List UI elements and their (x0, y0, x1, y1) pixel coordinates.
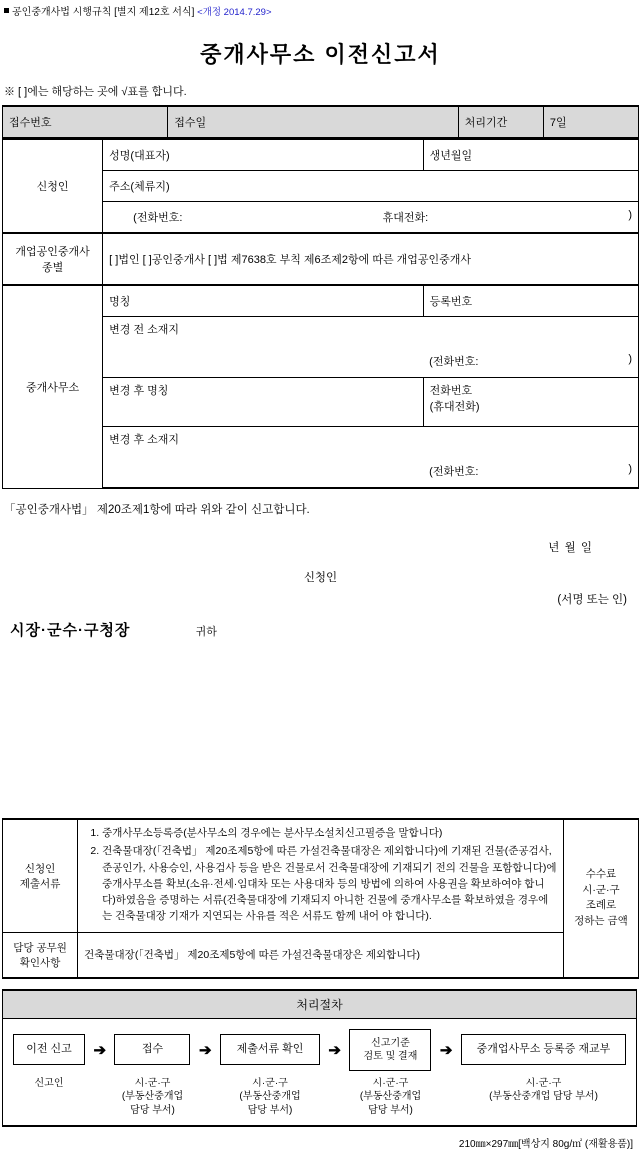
office-after-address-label: 변경 후 소재지 (109, 434, 180, 446)
list-item: 1. 중개사무소등록증(분사무소의 경우에는 분사무소설치신고필증을 말합니다) (102, 825, 557, 841)
attachments-section (0, 818, 641, 979)
process-period-value: 7일 (543, 106, 638, 138)
process-step-3-box: 제출서류 확인 (220, 1034, 320, 1064)
applicant-docs-label-line1: 신청인 (24, 862, 56, 875)
business-type-label-line2: 종별 (41, 262, 64, 274)
office-table (2, 285, 639, 489)
office-before-phone-close: ) (628, 353, 632, 365)
applicant-phone-label: (전화번호: (133, 212, 183, 224)
fee-cell (563, 819, 638, 978)
officer-check-label (3, 932, 78, 978)
process-label-5: 시·군·구 (부동산중개업 담당 부서) (489, 1077, 598, 1103)
process-label-1: 신고인 (34, 1077, 64, 1089)
office-reg-no-field[interactable]: 등록번호 (423, 286, 638, 317)
table-row (3, 819, 639, 932)
applicant-phone-close: ) (628, 209, 632, 221)
office-before-address-label: 변경 전 소재지 (109, 324, 180, 336)
receipt-date-label: 접수일 (168, 106, 458, 138)
table-row (3, 932, 639, 978)
addressee-title: 시장·군수·구청장 (10, 622, 131, 639)
bullet-square-icon (4, 8, 9, 13)
office-before-phone-label: (전화번호: (429, 356, 479, 368)
declaration-statement: 「공인중개사법」 제20조제1항에 따라 위와 같이 신고합니다. (4, 504, 310, 516)
receipt-table (2, 105, 639, 139)
arrow-right-icon: ➔ (93, 1041, 107, 1059)
office-after-phone-close: ) (628, 463, 632, 475)
process-step-2-box: 접수 (114, 1034, 190, 1064)
signature-note: (서명 또는 인) (557, 594, 627, 606)
process-step-4-line1: 신고기준 (371, 1037, 410, 1049)
attachments-table (2, 818, 639, 979)
officer-check-text: 건축물대장(「건축법」 제20조제5항에 따른 가설건축물대장은 제외합니다) (78, 932, 564, 978)
table-row (3, 140, 639, 171)
revision-note: <개정 2014.7.29> (197, 7, 272, 18)
applicant-signature-label: 신청인 (303, 572, 338, 584)
business-type-table (2, 233, 639, 285)
fee-label: 수수료 (585, 867, 617, 880)
business-type-options[interactable]: [ ]법인 [ ]공인중개사 [ ]법 제7638호 부칙 제6조제2항에 따른 개업공인중개사 (103, 234, 639, 285)
applicant-phone-row[interactable] (103, 202, 639, 233)
process-step-4-line2: 검토 및 결재 (363, 1050, 418, 1062)
arrow-right-icon: ➔ (439, 1041, 453, 1059)
fee-text-line1: 시·군·구 (582, 883, 620, 896)
business-type-label-line1: 개업공인중개사 (15, 246, 90, 258)
process-steps-row (7, 1029, 632, 1071)
office-after-phone-label: 전화번호 (429, 385, 473, 397)
officer-check-label-line2: 확인사항 (19, 956, 61, 969)
process-step-4-box (349, 1029, 431, 1071)
office-name-field[interactable]: 명칭 (103, 286, 424, 317)
date-line: 년 월 일 (548, 542, 593, 554)
process-flow (2, 1019, 637, 1128)
addressee-honorific: 귀하 (195, 626, 217, 638)
office-after-address-field[interactable] (103, 427, 639, 489)
applicant-table (2, 139, 639, 233)
table-row (3, 286, 639, 317)
table-row (3, 106, 639, 138)
process-title: 처리절차 (2, 989, 637, 1019)
office-after-mobile-label: (휴대전화) (429, 401, 480, 413)
applicant-birth-field[interactable]: 생년월일 (423, 140, 638, 171)
arrow-right-icon: ➔ (198, 1041, 212, 1059)
office-row-label: 중개사무소 (3, 286, 103, 489)
applicant-docs-label (3, 819, 78, 932)
business-type-label (3, 234, 103, 285)
arrow-right-icon: ➔ (328, 1041, 341, 1059)
process-step-1-box: 이전 신고 (13, 1034, 85, 1064)
paper-spec-footer: 210㎜×297㎜[백상지 80g/㎡ (재활용품)] (458, 1139, 633, 1150)
page-title: 중개사무소 이전신고서 (200, 42, 441, 67)
check-instruction: ※ [ ]에는 해당하는 곳에 √표를 합니다. (4, 86, 187, 98)
applicant-docs-label-line2: 제출서류 (19, 877, 61, 890)
process-labels-row (7, 1071, 632, 1118)
process-step-5-box: 중개업사무소 등록증 재교부 (461, 1034, 626, 1064)
fee-text-line2: 조례로 (585, 899, 617, 912)
applicant-name-field[interactable]: 성명(대표자) (103, 140, 424, 171)
list-item: 2. 건축물대장(「건축법」 제20조제5항에 따른 가설건축물대장은 제외합니다)에 기재된 건물(준공검사, 준공인가, 사용승인, 사용검사 등을 받은 건물로서 건축물대장에 기재되기 전의 건물을 포함합니다)에 중개사무소를 확보(소유·전세·임대차 또는 사용대차 등의 방법에 의하여 사용권을 확보하여야 합니다)하였음을 증명하는 서류(건축물대장에 기재되지 아니한 건물에 중개사무소를 확보하였을 경우에는 건축물대장 기재가 지연되는 사유를 적은 서류도 함께 내어 야 합니다). (102, 843, 557, 924)
office-after-phone-paren: (전화번호: (429, 466, 479, 478)
process-label-3: 시·군·구 (부동산중개업 담당 부서) (239, 1077, 301, 1116)
law-note: 공인중개사법 시행규칙 [별지 제12호 서식] (12, 7, 195, 18)
process-label-4: 시·군·구 (부동산중개업 담당 부서) (359, 1077, 422, 1116)
office-after-phone-field[interactable] (423, 378, 638, 427)
fee-text-line3: 정하는 금액 (574, 915, 628, 928)
applicant-mobile-label: 휴대전화: (382, 212, 429, 224)
office-before-address-field[interactable] (103, 317, 639, 378)
form-header (0, 0, 641, 20)
office-after-name-field[interactable]: 변경 후 명칭 (103, 378, 424, 427)
process-label-2: 시·군·구 (부동산중개업 담당 부서) (121, 1077, 184, 1116)
applicant-docs-list (78, 819, 564, 932)
process-period-label: 처리기간 (458, 106, 543, 138)
table-row (3, 234, 639, 285)
receipt-no-label: 접수번호 (3, 106, 168, 138)
officer-check-label-line1: 담당 공무원 (13, 941, 67, 954)
addressee-line (0, 619, 641, 640)
applicant-row-label: 신청인 (3, 140, 103, 233)
applicant-address-field[interactable]: 주소(체류지) (103, 171, 639, 202)
